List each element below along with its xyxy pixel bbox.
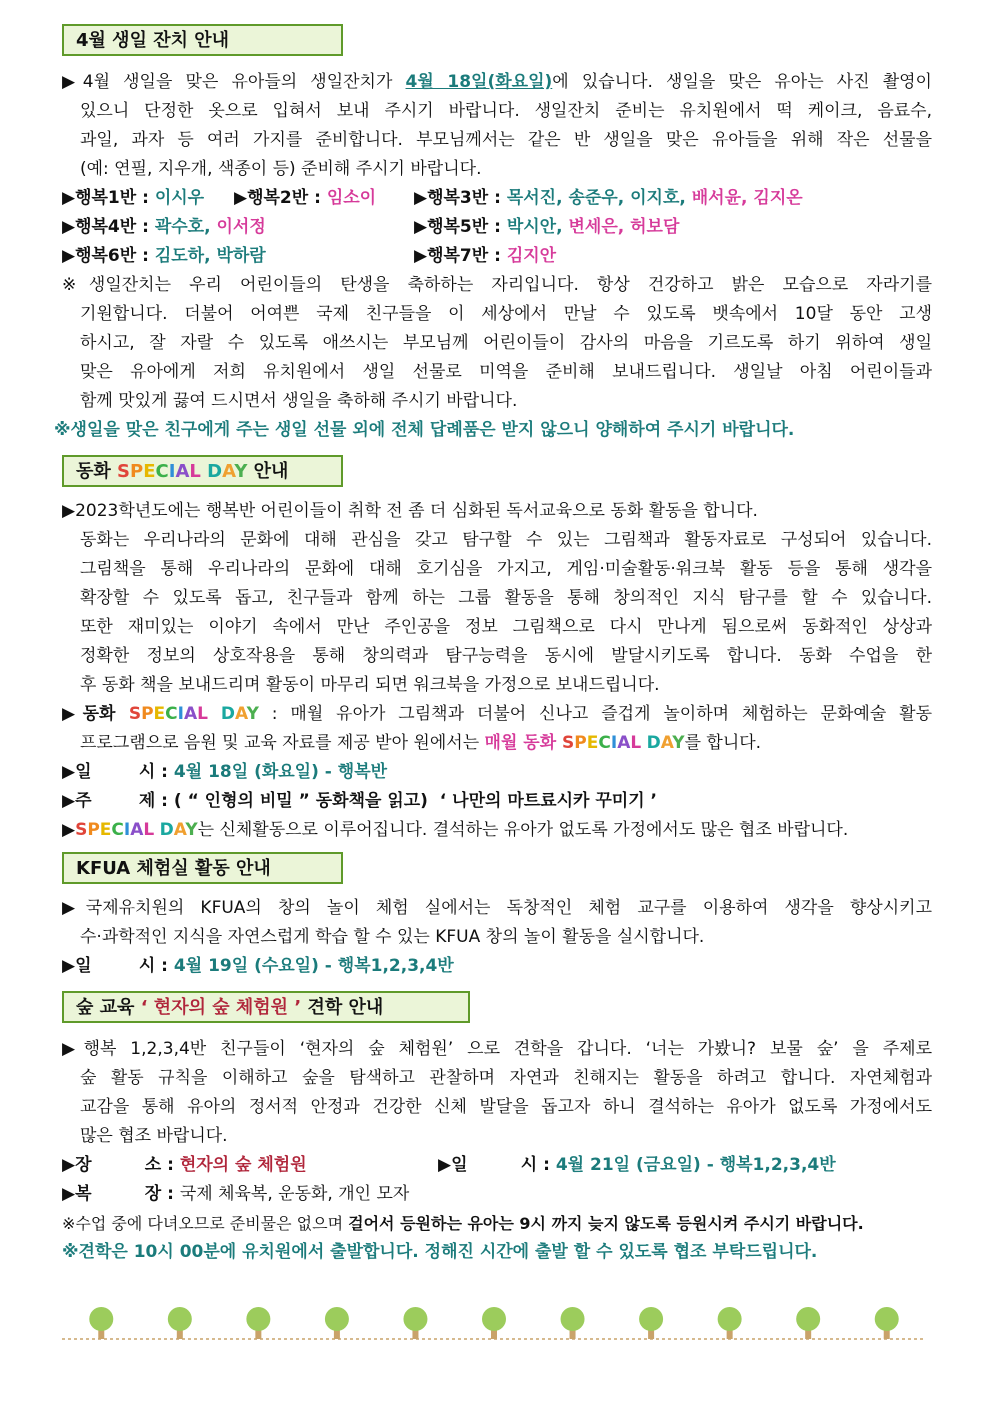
special-day-description: ▶동화 SPECIAL DAY : 매월 유아가 그림책과 더불어 신나고 즐겁게 놀이하며 체험하는 문화예술 활동: [62, 704, 932, 724]
tree-icon: [89, 1307, 113, 1339]
tree-icon: [561, 1307, 585, 1339]
tree-row-icon: [62, 1305, 926, 1345]
tree-icon: [325, 1307, 349, 1339]
forest-place-time: ▶장 소 : 현자의 숲 체험원 ▶일 시 : 4월 21일 (금요일) - 행복1,2,3,4반: [62, 1155, 836, 1175]
forest-paragraph-line: ▶행복 1,2,3,4반 친구들이 ‘현자의 숲 체험원’ 으로 견학을 갑니다. ‘너는 가봤니? 보물 숲’ 을 주제로: [62, 1039, 932, 1059]
tree-icon: [168, 1307, 192, 1339]
tree-icon: [875, 1307, 899, 1339]
forest-paragraph-line: 교감을 통해 유아의 정서적 안정과 건강한 신체 발달을 돕고자 하니 결석하는 유아가 없도록 가정에서도: [80, 1097, 932, 1117]
birthday-paragraph-line: 과일, 과자 등 여러 가지를 준비합니다. 부모님께서는 같은 반 생일을 맞은 유아들을 위해 작은 선물을: [80, 130, 932, 150]
special-day-note: ▶SPECIAL DAY는 신체활동으로 이루어집니다. 결석하는 유아가 없도록 가정에서도 많은 협조 바랍니다.: [62, 820, 849, 840]
forest-dress: ▶복 장 : 국제 체육복, 운동화, 개인 모자: [62, 1184, 410, 1204]
birthday-note-line: 맞은 유아에게 저희 유치원에서 생일 선물로 미역을 준비해 보내드립니다. 생일날 아침 어린이들과: [80, 362, 932, 382]
forest-departure-note: ※견학은 10시 00분에 유치원에서 출발합니다. 정해진 시간에 출발 할 수 있도록 협조 부탁드립니다.: [62, 1242, 818, 1262]
section-title-birthday: 4월 생일 잔치 안내: [62, 24, 343, 56]
story-topic: ▶주 제 : ( “ 인형의 비밀 ” 동화책을 읽고) ‘ 나만의 마트료시카 꾸미기 ’: [62, 791, 658, 811]
section-title-story: 동화 SPECIAL DAY 안내: [62, 455, 343, 487]
tree-icon: [403, 1307, 427, 1339]
story-paragraph-line: 그림책을 통해 우리나라의 문화에 대해 호기심을 가지고, 게임·미술활동·워크북 활동 등을 통해 생각을: [80, 559, 932, 579]
story-paragraph-line: 정확한 정보의 상호작용을 통해 창의력과 탐구능력을 동시에 발달시키도록 합니다. 동화 수업을 한: [80, 646, 932, 666]
story-paragraph-line: 후 동화 책을 보내드리며 활동이 마무리 되면 워크북을 가정으로 보내드립니다.: [80, 675, 660, 695]
forest-note: ※수업 중에 다녀오므로 준비물은 없으며 걸어서 등원하는 유아는 9시 까지 늦지 않도록 등원시켜 주시기 바랍니다.: [62, 1214, 864, 1233]
birthday-note-line: 하시고, 잘 자랄 수 있도록 애쓰시는 부모님께 어린이들이 감사의 마음을 기르도록 하기 위하여 생일: [80, 333, 932, 353]
kfua-paragraph-line: 수·과학적인 지식을 자연스럽게 학습 할 수 있는 KFUA 창의 놀이 활동을 실시합니다.: [80, 927, 705, 947]
birthday-paragraph-line: ▶4월 생일을 맞은 유아들의 생일잔치가 4월 18일(화요일)에 있습니다. 생일을 맞은 유아는 사진 촬영이: [62, 72, 932, 92]
story-paragraph-line: ▶2023학년도에는 행복반 어린이들이 취학 전 좀 더 심화된 독서교육으로 동화 활동을 합니다.: [62, 501, 758, 521]
forest-paragraph-line: 많은 협조 바랍니다.: [80, 1126, 228, 1146]
birthday-paragraph-line: 있으니 단정한 옷으로 입혀서 보내 주시기 바랍니다. 생일잔치 준비는 유치원에서 떡 케이크, 음료수,: [80, 101, 932, 121]
birthday-note-line: 기원합니다. 더불어 어여쁜 국제 친구들을 이 세상에서 만날 수 있도록 뱃속에서 10달 동안 고생: [80, 304, 932, 324]
tree-icon: [796, 1307, 820, 1339]
class-row: ▶행복4반 : 곽수호, 이서정 ▶행복5반 : 박시안, 변세은, 허보담: [62, 217, 680, 237]
tree-icon: [639, 1307, 663, 1339]
newsletter: [54, 24, 932, 1267]
story-paragraph-line: 동화는 우리나라의 문화에 대해 관심을 갖고 탐구할 수 있는 그림책과 활동자료로 구성되어 있습니다.: [80, 530, 932, 550]
tree-icon: [718, 1307, 742, 1339]
birthday-date: 4월 18일(화요일): [405, 72, 553, 92]
tree-icon: [482, 1307, 506, 1339]
class-row: ▶행복6반 : 김도하, 박하람 ▶행복7반 : 김지안: [62, 246, 557, 266]
story-paragraph-line: 확장할 수 있도록 돕고, 친구들과 함께 하는 그룹 활동을 통해 창의적인 지식 탐구를 할 수 있습니다.: [80, 588, 932, 608]
special-day-wordmark: SPECIAL DAY: [117, 461, 248, 482]
class-row: ▶행복1반 : 이시우 ▶행복2반 : 임소이 ▶행복3반 : 목서진, 송준우, 이지호, 배서윤, 김지온: [62, 188, 803, 208]
story-paragraph-line: 또한 재미있는 이야기 속에서 만난 주인공을 정보 그림책으로 다시 만나게 됨으로써 동화적인 상상과: [80, 617, 932, 637]
story-schedule: ▶일 시 : 4월 18일 (화요일) - 행복반: [62, 762, 388, 782]
forest-paragraph-line: 숲 활동 규칙을 이해하고 숲을 탐색하고 관찰하며 자연과 친해지는 활동을 하려고 합니다. 자연체험과: [80, 1068, 932, 1088]
kfua-paragraph-line: ▶국제유치원의 KFUA의 창의 놀이 체험 실에서는 독창적인 체험 교구를 이용하여 생각을 향상시키고: [62, 898, 932, 918]
special-day-description: 프로그램으로 음원 및 교육 자료를 제공 받아 원에서는 매월 동화 SPECIAL DAY를 합니다.: [80, 733, 762, 753]
birthday-note-line: ※생일잔치는 우리 어린이들의 탄생을 축하하는 자리입니다. 항상 건강하고 밝은 모습으로 자라기를: [62, 275, 932, 295]
tree-icon: [246, 1307, 270, 1339]
section-title-kfua: KFUA 체험실 활동 안내: [62, 852, 343, 884]
birthday-note-line: 함께 맛있게 끓여 드시면서 생일을 축하해 주시기 바랍니다.: [80, 391, 518, 411]
kfua-schedule: ▶일 시 : 4월 19일 (수요일) - 행복1,2,3,4반: [62, 956, 454, 976]
birthday-paragraph-line: (예: 연필, 지우개, 색종이 등) 준비해 주시기 바랍니다.: [80, 159, 482, 179]
section-title-forest: 숲 교육 ‘ 현자의 숲 체험원 ’ 견학 안내: [62, 991, 470, 1023]
birthday-gift-note: ※생일을 맞은 친구에게 주는 생일 선물 외에 전체 답례품은 받지 않으니 양해하여 주시기 바랍니다.: [54, 420, 795, 440]
